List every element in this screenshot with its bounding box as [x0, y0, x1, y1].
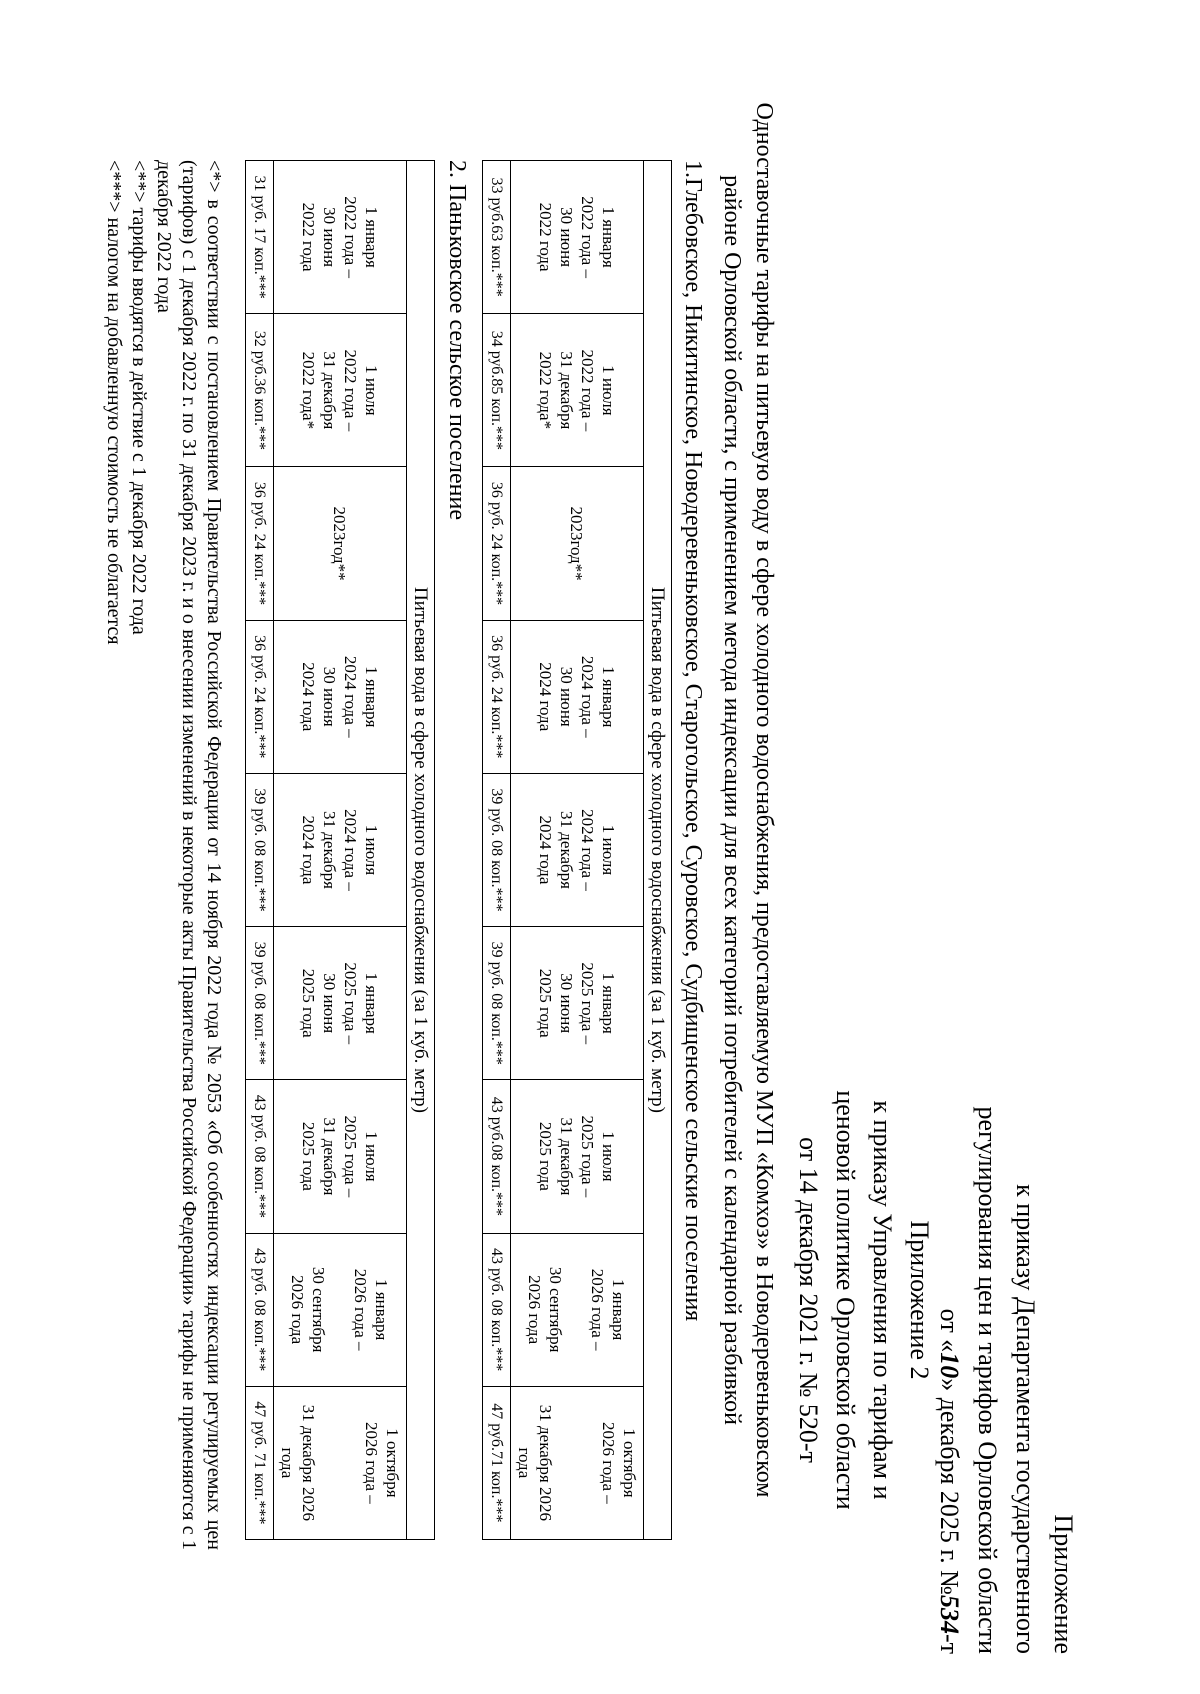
tariff-value: 43 руб. 08 коп.***: [246, 1233, 274, 1386]
handwritten-order-number: 534: [935, 1594, 964, 1634]
tariff-value: 33 руб.63 коп.***: [483, 161, 511, 314]
section-2-heading: 2. Паньковское сельское поселение: [444, 160, 470, 521]
tariff-value: 47 руб. 71 коп.***: [246, 1386, 274, 1539]
tariff-value: 39 руб. 08 коп.***: [483, 927, 511, 1080]
tariff-value: 32 руб.36 коп.***: [246, 314, 274, 467]
tariff-value: 39 руб. 08 коп.***: [246, 773, 274, 926]
period-cell: 1 июля 2024 года – 31 декабря 2024 года: [511, 773, 644, 926]
period-cell: 1 января 2024 года – 30 июня 2024 года: [274, 620, 407, 773]
footnote-1: <*> в соответствии с постановлением Правительства Российской Федерации от 14 ноября 2022 года № 2053 «Об особенностях индексации регулируемых цен (тарифов) с 1 декабря 2022 г. по 31 декабря 2023 г. и о внесении изменений в некоторые акты Правительства Российской Федерации» тарифы не применяются с 1 декабря 2022 года: [153, 160, 225, 1550]
header-line-department: к приказу Департамента государственного: [1011, 1184, 1040, 1654]
annex-line-2: к приказу Управления по тарифам и: [868, 1100, 897, 1500]
tariff-value: 43 руб.08 коп.***: [483, 1080, 511, 1233]
header-line-regulation: регулирования цен и тарифов Орловской области: [973, 1106, 1002, 1654]
footnote-3: <***> налогом на добавленную стоимость не облагается: [103, 160, 125, 645]
period-cell: 1 июля 2024 года – 31 декабря 2024 года: [274, 773, 407, 926]
value-row: [246, 161, 274, 1540]
period-cell: 1 января 2026 года – 30 сентября 2026 года: [274, 1233, 407, 1386]
period-cell: 1 января 2026 года – 30 сентября 2026 года: [511, 1233, 644, 1386]
tariff-value: 36 руб. 24 коп.***: [483, 467, 511, 620]
period-cell: 1 июля 2025 года – 31 декабря 2025 года: [511, 1080, 644, 1233]
period-cell: 1 июля 2022 года – 31 декабря 2022 года*: [274, 314, 407, 467]
table-caption: Питьевая вода в сфере холодного водоснабжения (за 1 куб. метр): [407, 161, 435, 1540]
tariff-value: 43 руб. 08 коп.***: [246, 1080, 274, 1233]
period-cell: 1 октября 2026 года – 31 декабря 2026 года: [511, 1386, 644, 1539]
period-cell: 1 января 2022 года – 30 июня 2022 года: [511, 161, 644, 314]
period-cell: 1 января 2025 года – 30 июня 2025 года: [274, 927, 407, 1080]
date-prefix: от «: [935, 1308, 964, 1353]
tariff-value: 34 руб.85 коп.***: [483, 314, 511, 467]
date-middle: » декабря 2025 г. №: [935, 1378, 964, 1595]
title-line-1: Одноставочные тарифы на питьевую воду в сфере холодного водоснабжения, предоставляемую МУП «Комхоз» в Новодеревеньковском: [751, 102, 777, 1498]
period-cell: 1 января 2025 года – 30 июня 2025 года: [511, 927, 644, 1080]
tariff-value: 31 руб. 17 коп.***: [246, 161, 274, 314]
value-row: [483, 161, 511, 1540]
period-cell: 2023год**: [511, 467, 644, 620]
annex-line-3: ценовой политике Орловской области: [831, 1090, 860, 1510]
tariff-table-2: [245, 160, 435, 1540]
tariff-value: 39 руб. 08 коп.***: [246, 927, 274, 1080]
tariff-table-1: [482, 160, 672, 1540]
tariff-value: 39 руб. 08 коп.***: [483, 773, 511, 926]
annex-line-4: от 14 декабря 2021 г. № 520-т: [794, 1137, 823, 1463]
header-line-annex: Приложение: [1049, 1514, 1078, 1654]
order-suffix: -т: [935, 1633, 964, 1654]
table-caption: Питьевая вода в сфере холодного водоснабжения (за 1 куб. метр): [644, 161, 672, 1540]
period-cell: 1 июля 2025 года – 31 декабря 2025 года: [274, 1080, 407, 1233]
footnotes: [101, 160, 226, 1550]
document-title: [716, 20, 780, 1580]
period-cell: 1 января 2024 года – 30 июня 2024 года: [511, 620, 644, 773]
period-row: [511, 161, 644, 1540]
section-1-heading: 1.Глебовское, Никитинское, Новодеревеньковское, Старогольское, Суровское, Судбищенское сельские поселения: [680, 160, 706, 1322]
period-cell: 1 января 2022 года – 30 июня 2022 года: [274, 161, 407, 314]
annex-header: [790, 1040, 938, 1560]
footnote-2: <**> тарифы вводятся в действие с 1 декабря 2022 года: [128, 160, 150, 635]
annex-line-1: Приложение 2: [905, 1220, 934, 1380]
order-header: [930, 1107, 1082, 1654]
period-cell: 2023год**: [274, 467, 407, 620]
period-row: [274, 161, 407, 1540]
tariff-value: 36 руб. 24 коп.***: [246, 620, 274, 773]
tariff-value: 36 руб. 24 коп.***: [246, 467, 274, 620]
tariff-value: 43 руб. 08 коп.***: [483, 1233, 511, 1386]
tariff-value: 36 руб. 24 коп.***: [483, 620, 511, 773]
period-cell: 1 июля 2022 года – 31 декабря 2022 года*: [511, 314, 644, 467]
title-line-2: районе Орловской области, с применением метода индексации для всех категорий потребителей с календарной разбивкой: [719, 175, 745, 1425]
period-cell: 1 октября 2026 года – 31 декабря 2026 года: [274, 1386, 407, 1539]
handwritten-day: 10: [935, 1352, 964, 1379]
tariff-value: 47 руб.71 коп.***: [483, 1386, 511, 1539]
